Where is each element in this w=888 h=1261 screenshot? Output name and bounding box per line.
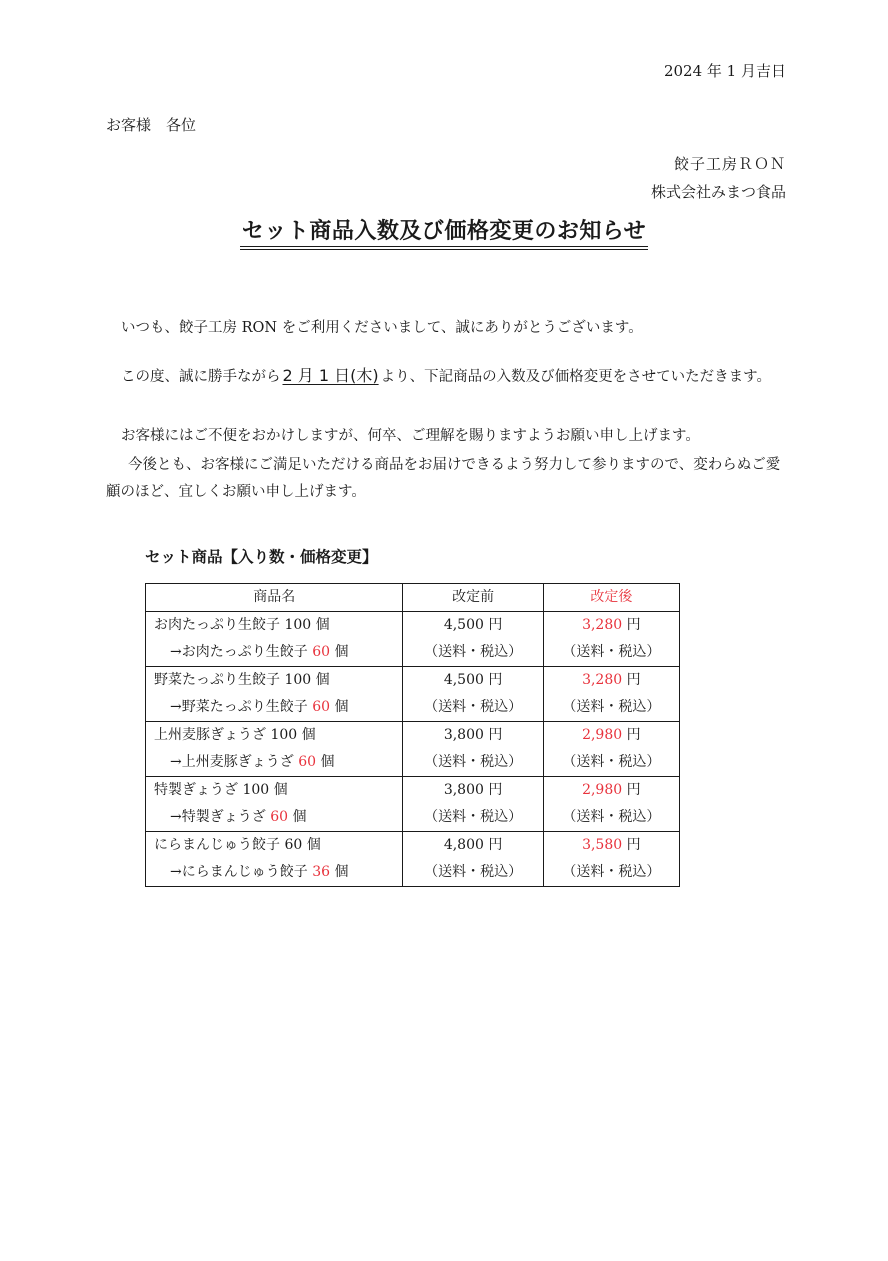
price-after-value: 3,580 — [582, 837, 623, 853]
tax-note: （送料・税込） — [424, 644, 523, 660]
price-after — [544, 832, 679, 859]
price-after-value: 2,980 — [582, 782, 623, 798]
price-before-value: 3,800 — [443, 727, 484, 743]
price-after — [544, 777, 679, 804]
new-product-name — [146, 639, 402, 666]
table-row — [146, 832, 680, 887]
price-before-value: 4,500 — [443, 617, 484, 633]
new-name-prefix: →お肉たっぷり生餃子 — [170, 644, 313, 660]
effective-date: 2 月 1 日(木) — [282, 366, 379, 385]
new-name-prefix: →にらまんじゅう餃子 — [170, 864, 313, 880]
price-before — [403, 832, 542, 859]
tax-note: （送料・税込） — [562, 754, 661, 770]
notice-title: セット商品入数及び価格変更のお知らせ — [240, 214, 648, 250]
sender-shop-name: 餃子工房ＲＯＮ — [673, 155, 786, 173]
price-before-value: 4,800 — [443, 837, 484, 853]
price-after-cell — [543, 612, 679, 667]
new-product-name — [146, 859, 402, 886]
price-before — [403, 667, 542, 694]
tax-note: （送料・税込） — [562, 809, 661, 825]
yen-unit: 円 — [483, 837, 503, 853]
new-quantity: 60 — [312, 699, 331, 715]
old-product-name: にらまんじゅう餃子 60 個 — [154, 837, 321, 853]
product-name-cell — [146, 667, 403, 722]
tax-note: （送料・税込） — [424, 754, 523, 770]
yen-unit: 円 — [622, 617, 641, 633]
price-after-value: 2,980 — [582, 727, 623, 743]
price-before-value: 3,800 — [443, 782, 484, 798]
price-before-value: 4,500 — [443, 672, 484, 688]
yen-unit: 円 — [483, 782, 503, 798]
price-before — [403, 612, 542, 639]
header-price-before: 改定前 — [403, 584, 543, 612]
header-price-after: 改定後 — [543, 584, 679, 612]
quantity-unit: 個 — [288, 809, 307, 825]
greeting-paragraph: いつも、餃子工房 RON をご利用くださいまして、誠にありがとうございます。 — [121, 320, 643, 336]
new-name-prefix: →野菜たっぷり生餃子 — [170, 699, 313, 715]
price-after-cell — [543, 832, 679, 887]
table-row — [146, 667, 680, 722]
yen-unit: 円 — [483, 672, 503, 688]
new-product-name — [146, 694, 402, 721]
price-after — [544, 722, 679, 749]
tax-note: （送料・税込） — [424, 864, 523, 880]
yen-unit: 円 — [622, 672, 641, 688]
tax-note: （送料・税込） — [424, 809, 523, 825]
old-product-name: お肉たっぷり生餃子 100 個 — [154, 617, 330, 633]
price-after-cell — [543, 777, 679, 832]
announcement-text-before: この度、誠に勝手ながら — [121, 369, 281, 385]
product-name-cell — [146, 612, 403, 667]
new-name-prefix: →特製ぎょうざ — [170, 809, 271, 825]
notice-title-block — [0, 214, 888, 250]
price-before-cell — [403, 612, 543, 667]
price-before-cell — [403, 667, 543, 722]
new-quantity: 60 — [298, 754, 317, 770]
yen-unit: 円 — [622, 837, 641, 853]
table-row — [146, 612, 680, 667]
price-before-cell — [403, 832, 543, 887]
announcement-text-after: より、下記商品の入数及び価格変更をさせていただきます。 — [380, 369, 771, 385]
old-product-name: 特製ぎょうざ 100 個 — [154, 782, 288, 798]
price-after-cell — [543, 722, 679, 777]
price-after-value: 3,280 — [582, 672, 623, 688]
table-row — [146, 777, 680, 832]
price-before-cell — [403, 722, 543, 777]
tax-note: （送料・税込） — [562, 699, 661, 715]
quantity-unit: 個 — [316, 754, 335, 770]
yen-unit: 円 — [622, 727, 641, 743]
price-after-cell — [543, 667, 679, 722]
new-quantity: 60 — [312, 644, 331, 660]
table-title: セット商品【入り数・価格変更】 — [145, 548, 378, 566]
old-product-name: 上州麦豚ぎょうざ 100 個 — [154, 727, 316, 743]
product-name-cell — [146, 777, 403, 832]
quantity-unit: 個 — [330, 644, 349, 660]
yen-unit: 円 — [483, 727, 503, 743]
yen-unit: 円 — [483, 617, 503, 633]
new-quantity: 60 — [270, 809, 289, 825]
closing-paragraph: 今後とも、お客様にご満足いただける商品をお届けできるよう努力して参りますので、変わらぬご愛顧のほど、宜しくお願い申し上げます。 — [106, 457, 781, 500]
new-name-prefix: →上州麦豚ぎょうざ — [170, 754, 299, 770]
tax-note: （送料・税込） — [562, 864, 661, 880]
product-name-cell — [146, 722, 403, 777]
quantity-unit: 個 — [330, 864, 349, 880]
tax-note: （送料・税込） — [424, 699, 523, 715]
quantity-unit: 個 — [330, 699, 349, 715]
apology-paragraph: お客様にはご不便をおかけしますが、何卒、ご理解を賜りますようお願い申し上げます。 — [121, 428, 700, 444]
new-product-name — [146, 749, 402, 776]
product-name-cell — [146, 832, 403, 887]
change-announcement-paragraph — [106, 356, 786, 397]
price-after — [544, 612, 679, 639]
sender-company-name: 株式会社みまつ食品 — [650, 183, 786, 201]
table-header-row — [146, 584, 680, 612]
new-product-name — [146, 804, 402, 831]
notice-date: 2024 年 1 月吉日 — [663, 62, 786, 80]
tax-note: （送料・税込） — [562, 644, 661, 660]
new-quantity: 36 — [312, 864, 331, 880]
addressee: お客様 各位 — [106, 116, 197, 134]
table-row — [146, 722, 680, 777]
price-after-value: 3,280 — [582, 617, 623, 633]
old-product-name: 野菜たっぷり生餃子 100 個 — [154, 672, 330, 688]
price-before — [403, 722, 542, 749]
price-before — [403, 777, 542, 804]
price-change-table — [145, 583, 680, 887]
price-after — [544, 667, 679, 694]
header-product-name: 商品名 — [146, 584, 403, 612]
yen-unit: 円 — [622, 782, 641, 798]
price-before-cell — [403, 777, 543, 832]
